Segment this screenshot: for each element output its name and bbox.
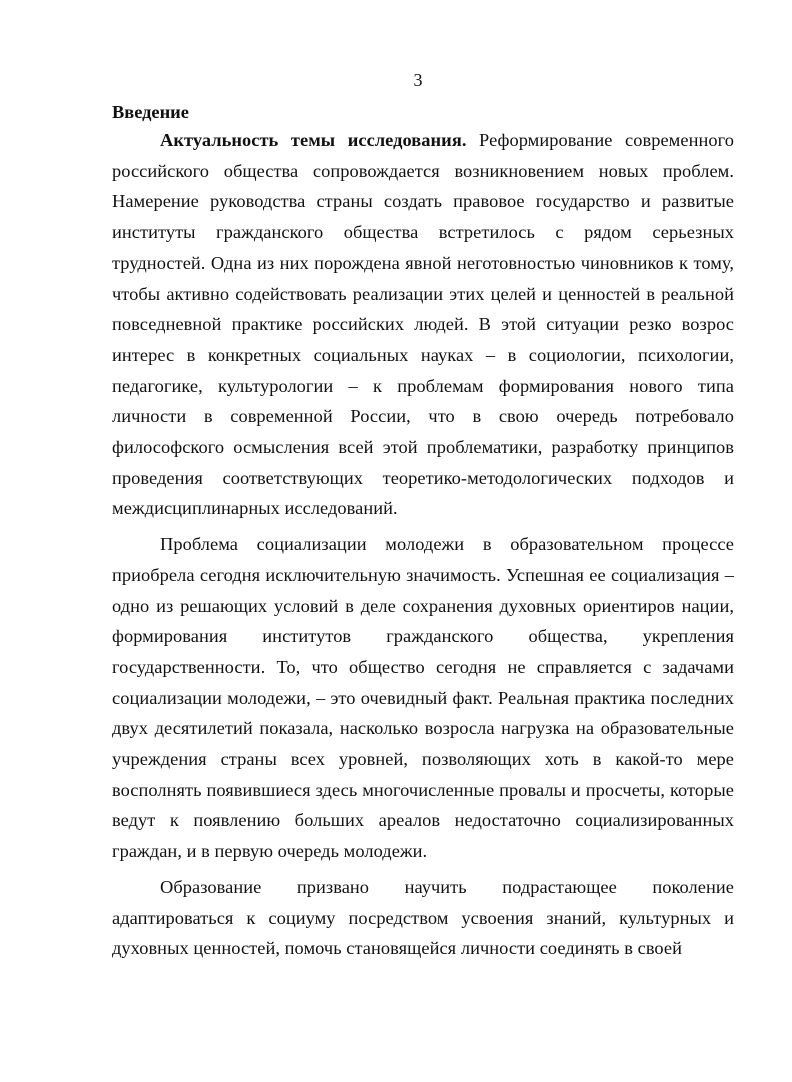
page-content bbox=[112, 100, 734, 964]
paragraph-education bbox=[112, 871, 734, 964]
section-heading: Введение bbox=[112, 102, 189, 122]
paragraph-lead: Актуальность темы исследования. bbox=[160, 130, 467, 150]
paragraph-relevance bbox=[112, 124, 734, 524]
paragraph-text: Образование призвано научить подрастающее поколение адаптироваться к социуму посредством усвоения знаний, культурных и духовных ценностей, помочь становящейся личности соединять в своей bbox=[112, 876, 734, 959]
paragraph-socialization bbox=[112, 528, 734, 867]
paragraph-text: Реформирование современного российского общества сопровождается возникновением новых проблем. Намерение руководства страны создать правовое государство и развитые институты гражданского общества встретилось с рядом серьезных трудностей. Одна из них порождена явной неготовностью чиновников к тому, чтобы активно содействовать реализации этих целей и ценностей в реальной повседневной практике российских людей. В этой ситуации резко возрос интерес в конкретных социальных науках – в социологии, психологии, педагогике, культурологии – к проблемам формирования нового типа личности в современной России, что в свою очередь потребовало философского осмысления всей этой проблематики, разработку принципов проведения соответствующих теоретико-методологических подходов и междисциплинарных исследований. bbox=[112, 130, 734, 519]
page-number: 3 bbox=[413, 70, 423, 90]
paragraph-text: Проблема социализации молодежи в образовательном процессе приобрела сегодня исключительную значимость. Успешная ее социализация – одно из решающих условий в деле сохранения духовных ориентиров нации, формирования институтов гражданского общества, укрепления государственности. То, что общество сегодня не справляется с задачами социализации молодежи, – это очевидный факт. Реальная практика последних двух десятилетий показала, насколько возросла нагрузка на образовательные учреждения страны всех уровней, позволяющих хоть в какой-то мере восполнять появившиеся здесь многочисленные провалы и просчеты, которые ведут к появлению больших ареалов недостаточно социализированных граждан, и в первую очередь молодежи. bbox=[112, 534, 734, 862]
